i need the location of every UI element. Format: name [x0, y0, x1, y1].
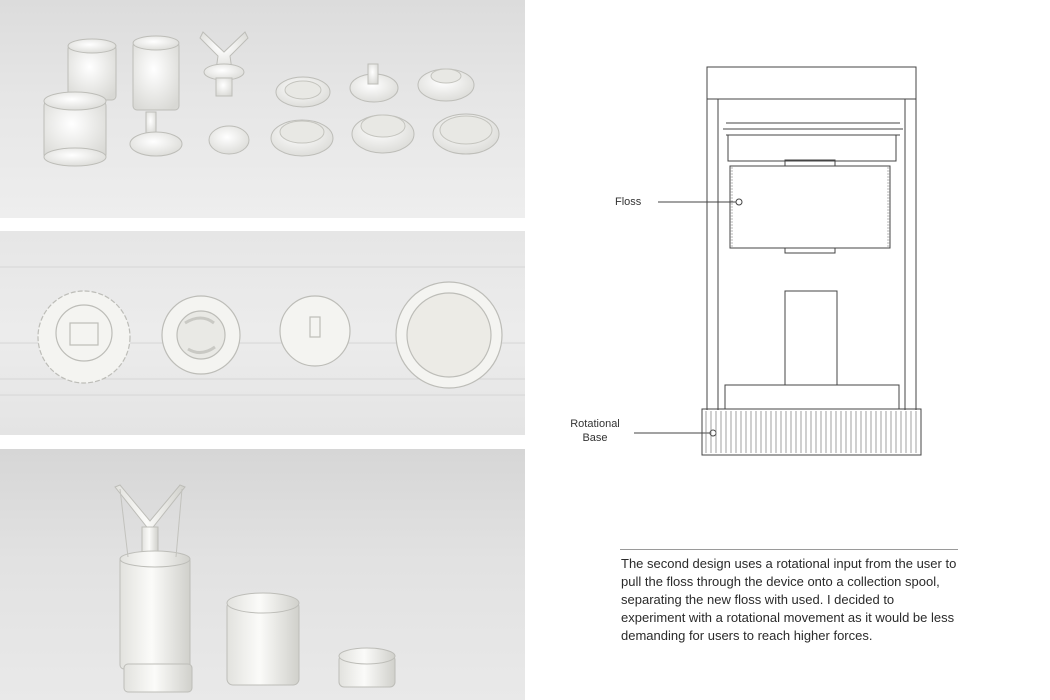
printed-parts-illustration — [0, 0, 525, 218]
photo-components-top-view — [0, 231, 525, 435]
floss-label: Floss — [615, 196, 642, 208]
components-illustration — [0, 231, 525, 435]
photo-printed-parts — [0, 0, 525, 218]
photo-assembled-dispenser — [0, 449, 525, 700]
description-divider — [620, 549, 958, 550]
dispenser-illustration — [0, 449, 525, 700]
technical-drawing — [540, 55, 940, 465]
rotational-base-label: Rotational Base — [570, 418, 620, 444]
description-text: The second design uses a rotational input from the user to pull the floss through the device onto a collection spool, separating the new floss with used. I decided to experiment with a rotational movement as it would be less demanding for users to reach higher forces. — [621, 556, 957, 643]
